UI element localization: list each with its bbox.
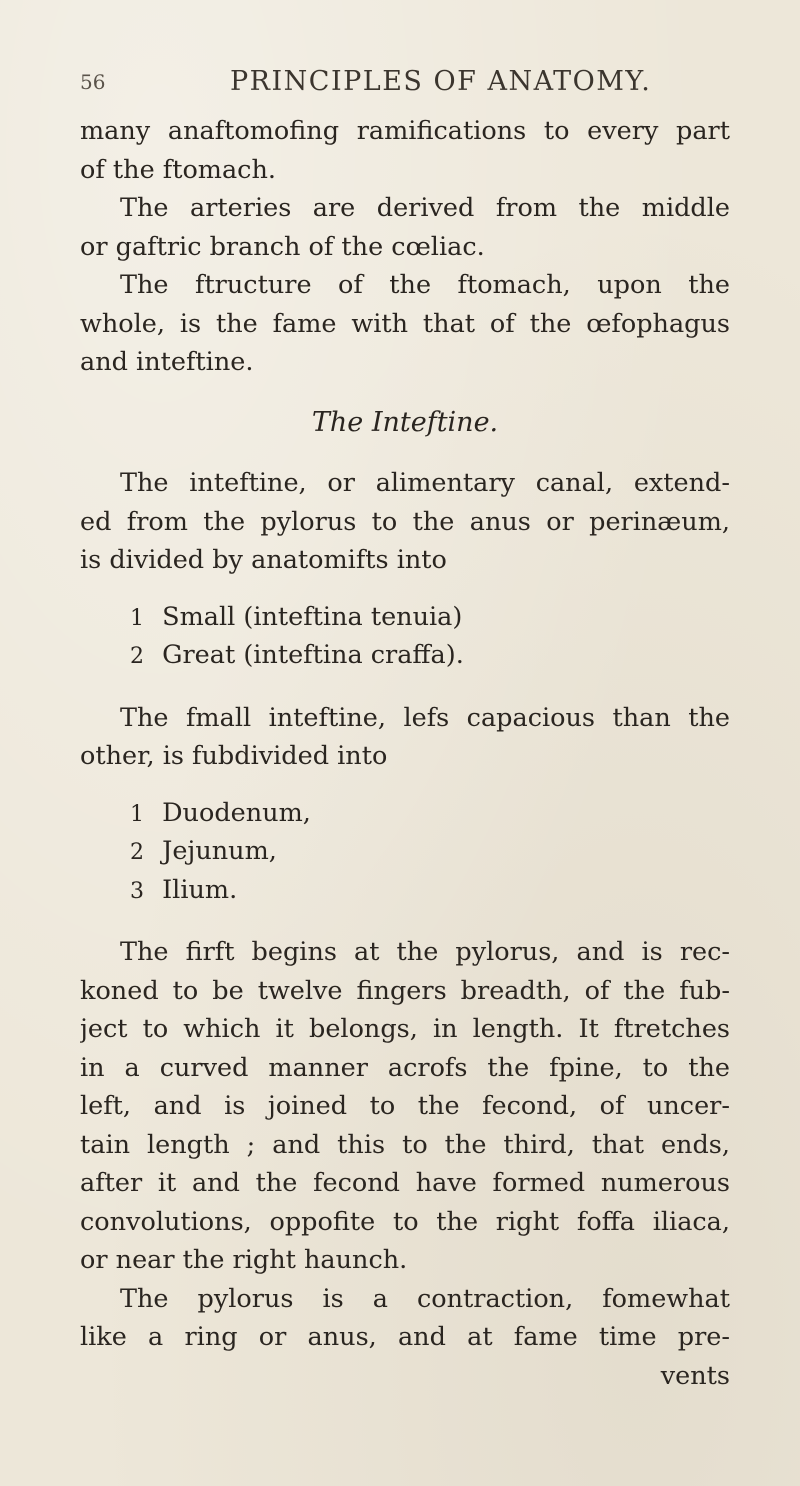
text-line: The ftructure of the ftomach, upon the [120,270,730,300]
paragraph-1 [80,112,730,189]
text-line: left, and is joined to the fecond, of uncer- [80,1091,730,1121]
list-item-text: Small (inteftina tenuia) [162,601,463,632]
text-line: ed from the pylorus to the anus or perinæum, [80,506,730,537]
text-line: after it and the fecond have formed numerous [80,1168,730,1198]
text-line: is divided by anatomifts into [80,545,447,575]
text-line: convolutions, oppofite to the right foffa iliaca, [80,1206,730,1237]
text-line: tain length ; and this to the third, that ends, [80,1129,730,1160]
page-number: 56 [80,70,106,94]
text-line: whole, is the fame with that of the œfophagus [80,308,730,339]
paragraph-3 [80,266,730,382]
text-line: in a curved manner acrofs the fpine, to the [80,1052,730,1083]
list-item-number: 2 [130,840,144,865]
text-line: many anaftomofing ramifications to every part [80,116,730,146]
body-text [80,112,730,1395]
list-item-text: Great (inteftina craffa). [162,640,464,670]
list-item-text: Duodenum, [162,797,311,828]
list-item-number: 3 [130,878,144,904]
list-item [80,832,730,871]
text-line: The pylorus is a contraction, fomewhat [120,1283,730,1314]
list-item-number: 1 [130,801,144,827]
text-line: The fmall inteftine, lefs capacious than the [120,702,730,733]
list-item [80,598,730,637]
paragraph-2 [80,189,730,266]
page-header [80,62,730,102]
intestine-division-list [80,598,730,675]
running-head: PRINCIPLES OF ANATOMY. [230,66,652,97]
list-item [80,794,730,833]
text-line: ject to which it belongs, in length. It ftretches [80,1014,730,1044]
paragraph-7 [80,1280,730,1357]
paragraph-6 [80,933,730,1280]
text-line: The firft begins at the pylorus, and is rec- [120,937,730,967]
text-line: koned to be twelve fingers breadth, of the fub- [80,975,730,1006]
text-line: The inteftine, or alimentary canal, extend- [120,468,730,498]
text-line: or near the right haunch. [80,1245,408,1275]
list-item [80,636,730,675]
text-line: of the ftomach. [80,154,276,185]
text-line: or gaftric branch of the cœliac. [80,231,485,262]
list-item-text: Jejunum, [162,836,277,866]
section-title: The Inteftine. [311,406,499,438]
text-line: like a ring or anus, and at fame time pre- [80,1322,730,1352]
text-line: other, is fubdivided into [80,741,388,771]
paragraph-4 [80,464,730,580]
text-line: and inteftine. [80,347,254,377]
list-item [80,871,730,910]
list-item-number: 1 [130,605,144,631]
text-line: The arteries are derived from the middle [120,193,730,223]
list-item-text: Ilium. [162,874,238,905]
small-intestine-list [80,794,730,910]
paragraph-5 [80,699,730,776]
list-item-number: 2 [130,644,144,669]
catchword: vents [660,1360,730,1391]
